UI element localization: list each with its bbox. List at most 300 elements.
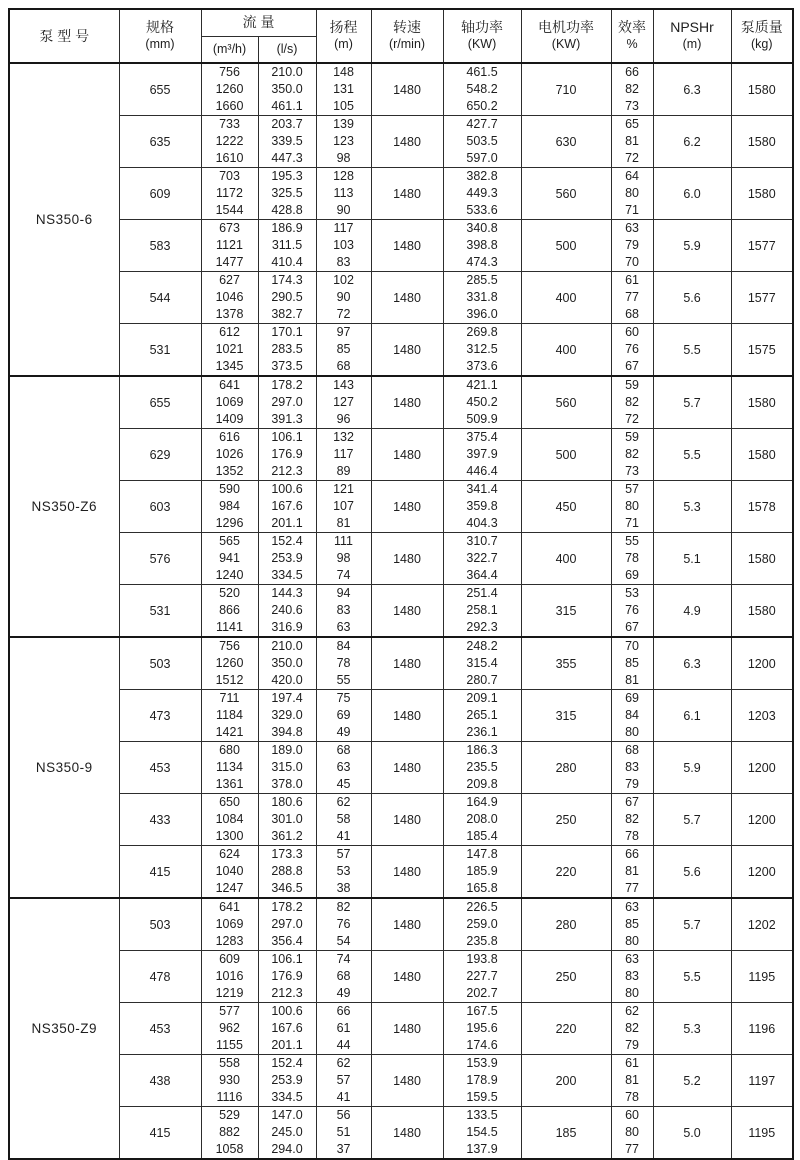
- value-line: 334.5: [271, 1090, 303, 1104]
- cell-speed: 1480: [371, 1055, 443, 1107]
- value-line: 1512: [215, 673, 244, 687]
- value-line: 577: [219, 1004, 240, 1018]
- value-line: 1021: [215, 342, 244, 356]
- cell-flow-m3h: [201, 742, 258, 794]
- cell-shaft-power-stack: [444, 846, 521, 897]
- cell-mass: 1200: [731, 846, 793, 899]
- cell-head: [316, 951, 371, 1003]
- value-line: 66: [625, 847, 639, 861]
- cell-mass: 1200: [731, 637, 793, 690]
- cell-head: [316, 376, 371, 429]
- value-line: 185.4: [466, 829, 498, 843]
- value-line: 57: [336, 1073, 351, 1087]
- value-line: 756: [219, 65, 240, 79]
- cell-efficiency-stack: [612, 324, 653, 375]
- cell-npshr: 6.2: [653, 116, 731, 168]
- value-line: 673: [219, 221, 240, 235]
- value-line: 49: [336, 725, 351, 739]
- value-line: 185.9: [466, 864, 498, 878]
- cell-spec: 583: [119, 220, 201, 272]
- value-line: 57: [336, 847, 351, 861]
- value-line: 1544: [215, 203, 244, 217]
- cell-efficiency: [611, 846, 653, 899]
- cell-shaft-power: [443, 481, 521, 533]
- cell-flow-m3h-stack: [202, 951, 258, 1002]
- cell-flow-ls-stack: [259, 272, 316, 323]
- value-line: 54: [336, 934, 351, 948]
- value-line: 195.6: [466, 1021, 498, 1035]
- cell-flow-m3h: [201, 63, 258, 116]
- spec-row: [9, 951, 793, 1003]
- cell-flow-ls: [258, 742, 316, 794]
- cell-flow-ls-stack: [259, 1107, 316, 1158]
- cell-flow-m3h: [201, 220, 258, 272]
- col-header-mass: [731, 9, 793, 63]
- cell-mass: 1580: [731, 376, 793, 429]
- value-line: 235.5: [466, 760, 498, 774]
- cell-flow-m3h-stack: [202, 116, 258, 167]
- cell-efficiency: [611, 220, 653, 272]
- cell-spec: 415: [119, 846, 201, 899]
- cell-motor-power: 710: [521, 63, 611, 116]
- value-line: 375.4: [466, 430, 498, 444]
- value-line: 81: [625, 673, 639, 687]
- value-line: 350.0: [271, 82, 303, 96]
- value-line: 65: [625, 117, 639, 131]
- value-line: 167.5: [466, 1004, 498, 1018]
- value-line: 201.1: [271, 516, 303, 530]
- cell-shaft-power: [443, 220, 521, 272]
- value-line: 283.5: [271, 342, 303, 356]
- cell-motor-power: 250: [521, 951, 611, 1003]
- cell-flow-ls-stack: [259, 377, 316, 428]
- col-header-flow: 流 量: [201, 9, 316, 36]
- spec-row: [9, 63, 793, 116]
- cell-speed: 1480: [371, 1003, 443, 1055]
- cell-shaft-power-stack: [444, 481, 521, 532]
- cell-shaft-power-stack: [444, 1055, 521, 1106]
- col-header-head-label: 扬程: [329, 19, 358, 35]
- value-line: 164.9: [466, 795, 498, 809]
- col-header-mass-label: 泵质量: [740, 19, 783, 35]
- value-line: 1046: [215, 290, 244, 304]
- cell-spec: 473: [119, 690, 201, 742]
- cell-head-stack: [317, 1003, 371, 1054]
- cell-flow-m3h: [201, 898, 258, 951]
- cell-shaft-power-stack: [444, 168, 521, 219]
- value-line: 248.2: [466, 639, 498, 653]
- cell-flow-ls: [258, 585, 316, 638]
- value-line: 382.7: [271, 307, 303, 321]
- cell-npshr: 5.9: [653, 220, 731, 272]
- cell-flow-m3h: [201, 168, 258, 220]
- value-line: 1026: [215, 447, 244, 461]
- cell-speed: 1480: [371, 585, 443, 638]
- value-line: 68: [625, 743, 639, 757]
- cell-spec: 531: [119, 324, 201, 377]
- col-header-spec-label: 规格: [146, 19, 174, 35]
- cell-mass: 1580: [731, 116, 793, 168]
- cell-head: [316, 533, 371, 585]
- value-line: 269.8: [466, 325, 498, 339]
- value-line: 41: [336, 829, 351, 843]
- cell-npshr: 5.2: [653, 1055, 731, 1107]
- col-header-speed-label: 转速: [393, 19, 422, 35]
- col-header-shaft-power-unit: (KW): [467, 37, 497, 51]
- value-line: 1084: [215, 812, 244, 826]
- cell-flow-ls: [258, 1055, 316, 1107]
- value-line: 1378: [215, 307, 244, 321]
- value-line: 315.0: [271, 760, 303, 774]
- value-line: 209.8: [466, 777, 498, 791]
- value-line: 147.8: [466, 847, 498, 861]
- cell-head-stack: [317, 220, 371, 271]
- cell-shaft-power: [443, 116, 521, 168]
- cell-head-stack: [317, 690, 371, 741]
- value-line: 67: [625, 620, 639, 634]
- value-line: 251.4: [466, 586, 498, 600]
- cell-head-stack: [317, 429, 371, 480]
- cell-shaft-power: [443, 951, 521, 1003]
- cell-shaft-power-stack: [444, 116, 521, 167]
- value-line: 529: [219, 1108, 240, 1122]
- value-line: 63: [625, 221, 639, 235]
- cell-shaft-power: [443, 1003, 521, 1055]
- cell-flow-ls: [258, 1003, 316, 1055]
- value-line: 61: [625, 273, 639, 287]
- value-line: 1069: [215, 395, 244, 409]
- value-line: 59: [625, 430, 639, 444]
- cell-speed: 1480: [371, 324, 443, 377]
- value-line: 1345: [215, 359, 244, 373]
- spec-row: [9, 637, 793, 690]
- cell-head: [316, 585, 371, 638]
- value-line: 74: [336, 568, 351, 582]
- cell-head-stack: [317, 64, 371, 115]
- spec-row: [9, 794, 793, 846]
- cell-flow-m3h-stack: [202, 1055, 258, 1106]
- cell-motor-power: 220: [521, 846, 611, 899]
- spec-row: [9, 272, 793, 324]
- value-line: 82: [625, 395, 639, 409]
- value-line: 83: [625, 969, 639, 983]
- value-line: 474.3: [466, 255, 498, 269]
- cell-shaft-power: [443, 533, 521, 585]
- cell-flow-m3h-stack: [202, 377, 258, 428]
- value-line: 153.9: [466, 1056, 498, 1070]
- cell-flow-ls: [258, 794, 316, 846]
- value-line: 58: [336, 812, 351, 826]
- cell-spec: 576: [119, 533, 201, 585]
- value-line: 59: [625, 378, 639, 392]
- cell-spec: 655: [119, 376, 201, 429]
- value-line: 82: [625, 447, 639, 461]
- cell-mass: 1575: [731, 324, 793, 377]
- value-line: 189.0: [271, 743, 303, 757]
- value-line: 123: [333, 134, 354, 148]
- value-line: 364.4: [466, 568, 498, 582]
- value-line: 984: [219, 499, 240, 513]
- value-line: 297.0: [271, 395, 303, 409]
- cell-flow-m3h-stack: [202, 220, 258, 271]
- col-header-model: [9, 9, 119, 63]
- col-header-mass-unit: (kg): [751, 37, 773, 51]
- value-line: 78: [336, 656, 351, 670]
- cell-flow-m3h-stack: [202, 638, 258, 689]
- cell-mass: 1200: [731, 742, 793, 794]
- spec-row: [9, 742, 793, 794]
- value-line: 49: [336, 986, 351, 1000]
- cell-spec: 415: [119, 1107, 201, 1160]
- value-line: 609: [219, 952, 240, 966]
- cell-motor-power: 355: [521, 637, 611, 690]
- cell-shaft-power-stack: [444, 585, 521, 636]
- cell-flow-m3h: [201, 376, 258, 429]
- col-header-speed: [371, 9, 443, 63]
- value-line: 373.5: [271, 359, 303, 373]
- cell-head-stack: [317, 533, 371, 584]
- value-line: 1069: [215, 917, 244, 931]
- value-line: 69: [625, 568, 639, 582]
- spec-row: [9, 481, 793, 533]
- value-line: 76: [336, 917, 351, 931]
- cell-flow-ls: [258, 63, 316, 116]
- cell-flow-m3h-stack: [202, 1003, 258, 1054]
- value-line: 329.0: [271, 708, 303, 722]
- value-line: 245.0: [271, 1125, 303, 1139]
- value-line: 420.0: [271, 673, 303, 687]
- value-line: 650: [219, 795, 240, 809]
- value-line: 83: [625, 760, 639, 774]
- value-line: 82: [336, 900, 351, 914]
- value-line: 612: [219, 325, 240, 339]
- cell-flow-m3h-stack: [202, 846, 258, 897]
- cell-npshr: 5.1: [653, 533, 731, 585]
- cell-shaft-power: [443, 794, 521, 846]
- value-line: 1421: [215, 725, 244, 739]
- cell-head-stack: [317, 794, 371, 845]
- value-line: 1134: [216, 760, 243, 774]
- value-line: 174.3: [271, 273, 303, 287]
- cell-motor-power: 280: [521, 898, 611, 951]
- value-line: 154.5: [466, 1125, 498, 1139]
- value-line: 117: [333, 447, 354, 461]
- value-line: 69: [336, 708, 351, 722]
- value-line: 72: [625, 151, 639, 165]
- value-line: 73: [625, 99, 639, 113]
- value-line: 1660: [215, 99, 244, 113]
- cell-efficiency: [611, 951, 653, 1003]
- spec-row: [9, 1055, 793, 1107]
- value-line: 44: [336, 1038, 351, 1052]
- cell-spec: 629: [119, 429, 201, 481]
- col-header-model-label: 泵 型 号: [39, 27, 90, 44]
- cell-flow-ls-stack: [259, 638, 316, 689]
- value-line: 98: [336, 551, 351, 565]
- cell-speed: 1480: [371, 116, 443, 168]
- cell-head-stack: [317, 324, 371, 375]
- cell-flow-ls-stack: [259, 585, 316, 636]
- value-line: 84: [336, 639, 351, 653]
- value-line: 79: [625, 238, 639, 252]
- cell-flow-m3h: [201, 846, 258, 899]
- cell-head: [316, 742, 371, 794]
- value-line: 331.8: [466, 290, 498, 304]
- value-line: 77: [625, 1142, 639, 1156]
- cell-shaft-power: [443, 63, 521, 116]
- value-line: 53: [625, 586, 639, 600]
- value-line: 265.1: [466, 708, 498, 722]
- cell-shaft-power: [443, 168, 521, 220]
- value-line: 1184: [216, 708, 243, 722]
- value-line: 180.6: [271, 795, 303, 809]
- value-line: 64: [625, 169, 639, 183]
- cell-shaft-power: [443, 637, 521, 690]
- value-line: 212.3: [271, 986, 303, 1000]
- cell-flow-m3h: [201, 116, 258, 168]
- cell-flow-ls: [258, 898, 316, 951]
- col-header-efficiency-label: 效率: [618, 19, 647, 35]
- value-line: 650.2: [466, 99, 498, 113]
- value-line: 178.2: [271, 900, 303, 914]
- cell-shaft-power: [443, 690, 521, 742]
- value-line: 100.6: [271, 482, 303, 496]
- value-line: 80: [625, 934, 639, 948]
- cell-motor-power: 200: [521, 1055, 611, 1107]
- value-line: 68: [625, 307, 639, 321]
- value-line: 170.1: [271, 325, 303, 339]
- cell-head-stack: [317, 116, 371, 167]
- cell-shaft-power-stack: [444, 899, 521, 950]
- cell-spec: 433: [119, 794, 201, 846]
- cell-mass: 1203: [731, 690, 793, 742]
- value-line: 94: [336, 586, 351, 600]
- value-line: 285.5: [466, 273, 498, 287]
- cell-efficiency-stack: [612, 377, 653, 428]
- value-line: 174.6: [466, 1038, 498, 1052]
- cell-head-stack: [317, 951, 371, 1002]
- value-line: 72: [625, 412, 639, 426]
- value-line: 240.6: [271, 603, 303, 617]
- value-line: 404.3: [466, 516, 498, 530]
- cell-npshr: 5.5: [653, 324, 731, 377]
- cell-efficiency: [611, 794, 653, 846]
- value-line: 81: [625, 134, 639, 148]
- value-line: 83: [336, 255, 351, 269]
- cell-head: [316, 324, 371, 377]
- cell-flow-ls-stack: [259, 846, 316, 897]
- value-line: 558: [219, 1056, 240, 1070]
- value-line: 711: [219, 691, 240, 705]
- spec-row: [9, 324, 793, 377]
- value-line: 106.1: [271, 430, 303, 444]
- value-line: 117: [333, 221, 354, 235]
- cell-head: [316, 220, 371, 272]
- cell-flow-m3h-stack: [202, 690, 258, 741]
- value-line: 85: [625, 917, 639, 931]
- value-line: 113: [333, 186, 354, 200]
- value-line: 152.4: [271, 1056, 303, 1070]
- value-line: 340.8: [466, 221, 498, 235]
- col-header-motor-power-label: 电机功率: [538, 19, 595, 35]
- cell-efficiency: [611, 898, 653, 951]
- cell-speed: 1480: [371, 898, 443, 951]
- cell-flow-m3h-stack: [202, 324, 258, 375]
- value-line: 60: [625, 325, 639, 339]
- cell-spec: 438: [119, 1055, 201, 1107]
- cell-efficiency: [611, 1003, 653, 1055]
- cell-flow-ls: [258, 690, 316, 742]
- value-line: 301.0: [271, 812, 303, 826]
- value-line: 57: [625, 482, 639, 496]
- value-line: 1247: [215, 881, 244, 895]
- value-line: 68: [336, 743, 351, 757]
- value-line: 391.3: [271, 412, 303, 426]
- cell-shaft-power-stack: [444, 1107, 521, 1158]
- cell-shaft-power-stack: [444, 533, 521, 584]
- cell-flow-ls-stack: [259, 324, 316, 375]
- spec-row: [9, 116, 793, 168]
- cell-flow-m3h: [201, 481, 258, 533]
- value-line: 137.9: [466, 1142, 498, 1156]
- cell-shaft-power: [443, 324, 521, 377]
- value-line: 208.0: [466, 812, 498, 826]
- value-line: 186.9: [271, 221, 303, 235]
- table-header: [9, 9, 793, 63]
- cell-motor-power: 280: [521, 742, 611, 794]
- col-header-motor-power: [521, 9, 611, 63]
- cell-flow-ls-stack: [259, 794, 316, 845]
- cell-motor-power: 500: [521, 429, 611, 481]
- value-line: 292.3: [466, 620, 498, 634]
- cell-npshr: 5.7: [653, 376, 731, 429]
- value-line: 97: [336, 325, 351, 339]
- cell-efficiency: [611, 429, 653, 481]
- value-line: 311.5: [271, 238, 303, 252]
- cell-efficiency-stack: [612, 1003, 653, 1054]
- cell-flow-m3h-stack: [202, 794, 258, 845]
- cell-head-stack: [317, 846, 371, 897]
- value-line: 143: [333, 378, 354, 392]
- value-line: 77: [625, 290, 639, 304]
- cell-efficiency: [611, 585, 653, 638]
- value-line: 165.8: [466, 881, 498, 895]
- cell-efficiency-stack: [612, 846, 653, 897]
- cell-flow-ls: [258, 533, 316, 585]
- cell-flow-m3h: [201, 1003, 258, 1055]
- spec-row: [9, 533, 793, 585]
- cell-npshr: 5.7: [653, 794, 731, 846]
- value-line: 144.3: [271, 586, 303, 600]
- cell-flow-ls-stack: [259, 481, 316, 532]
- value-line: 627: [219, 273, 240, 287]
- cell-efficiency-stack: [612, 1107, 653, 1158]
- value-line: 624: [219, 847, 240, 861]
- value-line: 1361: [215, 777, 244, 791]
- cell-motor-power: 560: [521, 376, 611, 429]
- value-line: 66: [625, 65, 639, 79]
- value-line: 641: [219, 900, 240, 914]
- value-line: 63: [625, 900, 639, 914]
- value-line: 128: [333, 169, 354, 183]
- value-line: 280.7: [466, 673, 498, 687]
- value-line: 77: [625, 881, 639, 895]
- value-line: 590: [219, 482, 240, 496]
- value-line: 63: [336, 620, 351, 634]
- cell-efficiency-stack: [612, 533, 653, 584]
- cell-head: [316, 481, 371, 533]
- value-line: 1283: [215, 934, 244, 948]
